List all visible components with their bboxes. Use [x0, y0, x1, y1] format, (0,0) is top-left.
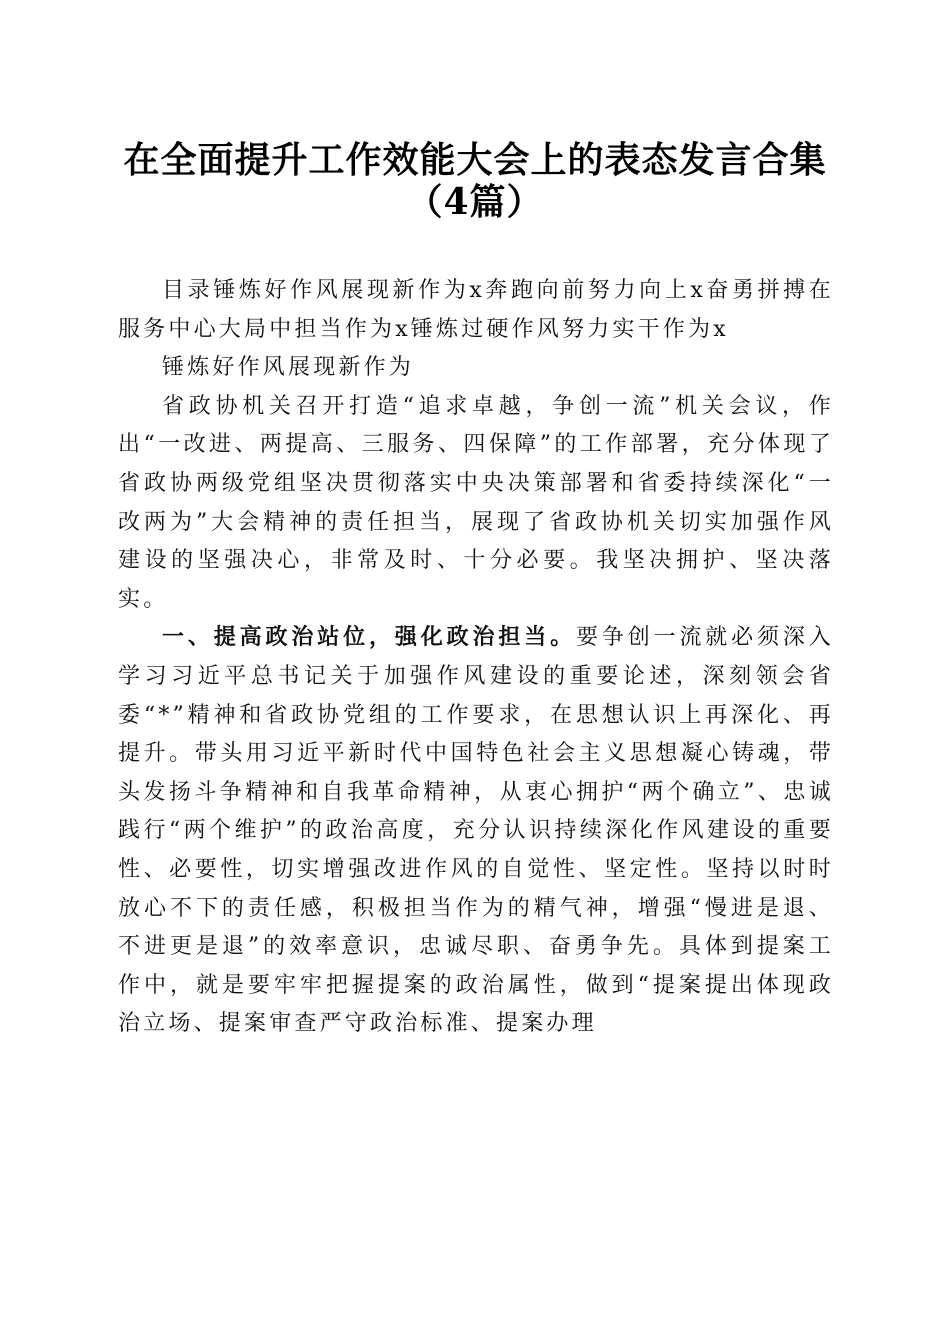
table-of-contents: 目录锤炼好作风展现新作为x奔跑向前努力向上x奋勇拼搏在服务中心大局中担当作为x锤炼过硬作风努力实干作为x — [118, 278, 834, 342]
point-1-heading: 一、提高政治站位，强化政治担当。 — [162, 625, 576, 651]
document-subtitle: （4篇） — [406, 181, 544, 223]
paragraph-intro: 省政协机关召开打造“追求卓越，争创一流”机关会议，作出“一改进、两提高、三服务、四保障”的工作部署，充分体现了省政协两级党组坚决贯彻落实中央决策部署和省委持续深化“一改两为”大会精神的责任担当，展现了省政协机关切实加强作风建设的坚强决心，非常及时、十分必要。我坚决拥护、坚决落实。 — [118, 393, 834, 612]
section-heading: 锤炼好作风展现新作为 — [162, 355, 415, 381]
document-title: 在全面提升工作效能大会上的表态发言合集 — [123, 139, 827, 181]
paragraph-point-1 — [118, 619, 834, 1044]
document-body — [118, 272, 834, 1044]
point-1-text: 要争创一流就必须深入学习习近平总书记关于加强作风建设的重要论述，深刻领会省委“*”精神和省政协党组的工作要求，在思想认识上再深化、再提升。带头用习近平新时代中国特色社会主义思想凝心铸魂，带头发扬斗争精神和自我革命精神，从衷心拥护“两个确立”、忠诚践行“两个维护”的政治高度，充分认识持续深化作风建设的重要性、必要性，切实增强改进作风的自觉性、坚定性。坚持以时时放心不下的责任感，积极担当作为的精气神，增强“慢进是退、不进更是退”的效率意识，忠诚尽职、奋勇争先。具体到提案工作中，就是要牢牢把握提案的政治属性，做到“提案提出体现政治立场、提案审查严守政治标准、提案办理 — [118, 625, 834, 1037]
